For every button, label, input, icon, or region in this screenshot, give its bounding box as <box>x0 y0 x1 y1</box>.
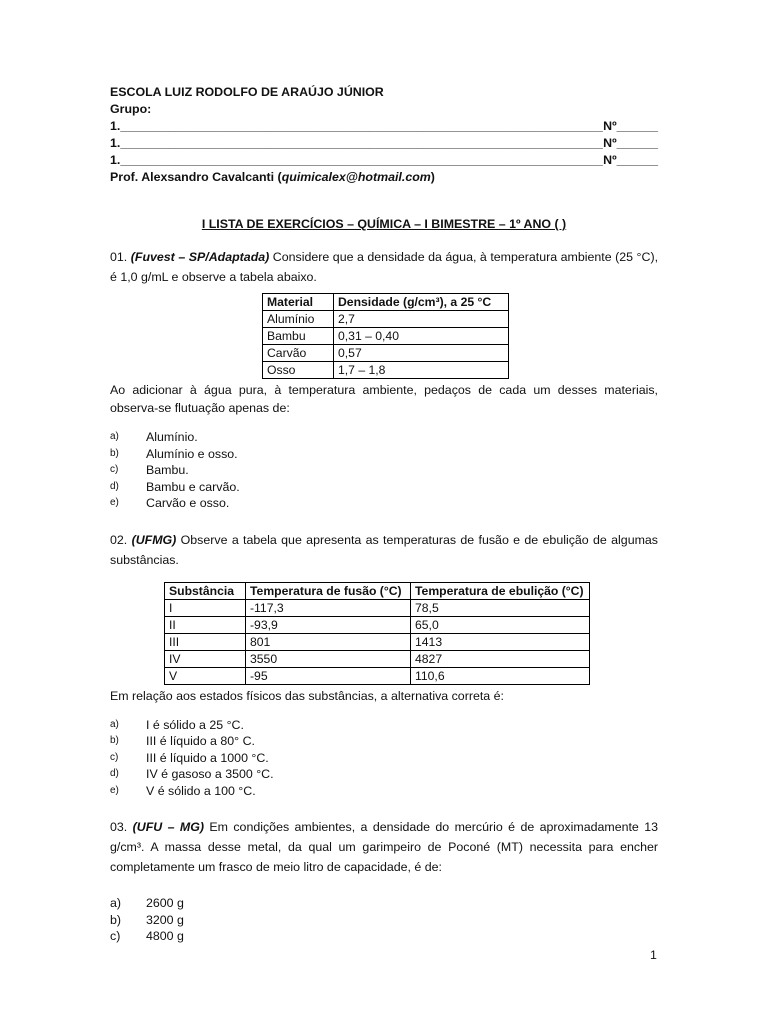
option-item[interactable] <box>110 495 658 512</box>
option-item[interactable] <box>110 733 658 750</box>
option-letter: a) <box>110 896 122 910</box>
option-text: Bambu. <box>146 463 189 477</box>
option-text: Bambu e carvão. <box>146 479 240 494</box>
table-cell: 801 <box>246 633 411 650</box>
table-header-row <box>165 582 590 599</box>
option-text: III é líquido a 80° C. <box>146 734 255 748</box>
table-header-cell: Material <box>263 294 334 311</box>
option-letter: b) <box>110 735 119 746</box>
question-number: 02. <box>110 532 132 547</box>
table-cell: 1413 <box>411 633 590 650</box>
question-1 <box>110 247 658 287</box>
option-text: Carvão e osso. <box>146 496 230 510</box>
option-letter: c) <box>110 751 119 763</box>
option-letter: b) <box>110 447 119 459</box>
school-name: ESCOLA LUIZ RODOLFO DE ARAÚJO JÚNIOR <box>110 85 384 99</box>
professor-close: ) <box>430 170 435 184</box>
question-3 <box>110 817 658 877</box>
table-row <box>165 616 590 633</box>
question-number: 03. <box>110 820 133 834</box>
table-cell: Bambu <box>263 328 334 345</box>
page-number: 1 <box>650 948 657 962</box>
table-header-cell: Substância <box>165 582 246 599</box>
option-text: 3200 g <box>146 912 184 927</box>
table-cell: Carvão <box>263 345 334 362</box>
table-cell: 0,57 <box>334 345 509 362</box>
options-list <box>110 717 658 800</box>
table-cell: 110,6 <box>411 667 590 684</box>
option-text: Alumínio e osso. <box>146 446 238 461</box>
option-text: III é líquido a 1000 °C. <box>146 750 269 765</box>
density-table <box>262 293 509 379</box>
option-text: IV é gasoso a 3500 °C. <box>146 767 274 781</box>
question-number: 01. <box>110 250 131 264</box>
member-line <box>110 135 658 152</box>
table-row <box>263 328 509 345</box>
table-cell: 78,5 <box>411 599 590 616</box>
member-prefix: 1. <box>110 136 121 150</box>
member-name-blank: ______________________________________________________________________ <box>120 136 603 150</box>
table-cell: I <box>165 599 246 616</box>
member-name-blank: ______________________________________________________________________ <box>120 119 603 133</box>
option-text: I é sólido a 25 °C. <box>146 717 244 732</box>
member-prefix: 1. <box>110 119 121 133</box>
option-item[interactable] <box>110 429 658 446</box>
option-item[interactable] <box>110 717 658 734</box>
table-row <box>165 599 590 616</box>
table-cell: Alumínio <box>263 311 334 328</box>
temperature-table <box>164 582 590 685</box>
table-header-cell: Temperatura de fusão (°C) <box>246 582 411 599</box>
option-text: 2600 g <box>146 896 184 910</box>
table-header-row <box>263 294 509 311</box>
option-item[interactable] <box>110 895 658 912</box>
question-text: Observe a tabela que apresenta as temperaturas de fusão e de ebulição de algumas substâncias. <box>110 532 658 567</box>
option-letter: c) <box>110 929 121 943</box>
question-2 <box>110 530 658 570</box>
table-cell: 4827 <box>411 650 590 667</box>
table-cell: II <box>165 616 246 633</box>
professor-line <box>110 169 658 186</box>
option-item[interactable] <box>110 783 658 800</box>
table-header-cell: Temperatura de ebulição (°C) <box>411 582 590 599</box>
table-cell: V <box>165 667 246 684</box>
table-cell: IV <box>165 650 246 667</box>
member-number-blank: Nº______ <box>603 119 658 133</box>
option-letter: e) <box>110 784 119 796</box>
option-letter: d) <box>110 480 119 492</box>
table-cell: 0,31 – 0,40 <box>334 328 509 345</box>
option-item[interactable] <box>110 750 658 767</box>
member-name-blank: ______________________________________________________________________ <box>120 153 603 167</box>
table-row <box>263 362 509 379</box>
question-text: Considere que a densidade da água, à temperatura ambiente (25 °C), é 1,0 g/mL e observe a tabela abaixo. <box>110 250 659 284</box>
option-item[interactable] <box>110 912 658 929</box>
question-source: (UFMG) <box>131 532 177 547</box>
option-letter: b) <box>110 912 122 927</box>
table-cell: Osso <box>263 362 334 379</box>
member-prefix: 1. <box>110 153 121 167</box>
professor-name: Prof. Alexsandro Cavalcanti ( <box>110 170 282 184</box>
option-item[interactable] <box>110 462 658 479</box>
table-cell: III <box>165 633 246 650</box>
option-item[interactable] <box>110 766 658 783</box>
option-letter: d) <box>110 768 119 779</box>
option-text: 4800 g <box>146 929 184 943</box>
table-row <box>263 311 509 328</box>
options-list <box>110 895 658 945</box>
table-cell: 65,0 <box>411 616 590 633</box>
header-block <box>110 84 658 186</box>
table-row <box>165 650 590 667</box>
option-letter: c) <box>110 464 119 475</box>
table-header-cell: Densidade (g/cm³), a 25 °C <box>334 294 509 311</box>
question-text: Em condições ambientes, a densidade do mercúrio é de aproximadamente 13 g/cm³. A massa desse metal, da qual um garimpeiro de Poconé (MT) necessita para encher completamente um frasco de meio litro de capacidade, é de: <box>110 820 658 874</box>
table-row <box>165 667 590 684</box>
member-line <box>110 118 658 135</box>
option-letter: a) <box>110 718 119 730</box>
option-item[interactable] <box>110 446 658 463</box>
group-label: Grupo: <box>110 102 152 116</box>
table-cell: 3550 <box>246 650 411 667</box>
table-cell: 2,7 <box>334 311 509 328</box>
table-row <box>263 345 509 362</box>
options-list <box>110 429 658 512</box>
member-number-blank: Nº______ <box>603 153 658 167</box>
table-row <box>165 633 590 650</box>
table-cell: 1,7 – 1,8 <box>334 362 509 379</box>
option-item[interactable] <box>110 479 658 496</box>
document-page <box>110 84 658 945</box>
table-cell: -93,9 <box>246 616 411 633</box>
option-item[interactable] <box>110 928 658 945</box>
table-cell: -117,3 <box>246 599 411 616</box>
professor-email: quimicalex@hotmail.com <box>281 170 431 184</box>
table-cell: -95 <box>246 667 411 684</box>
member-line <box>110 152 658 169</box>
option-letter: a) <box>110 431 119 442</box>
question-source: (UFU – MG) <box>132 820 204 834</box>
question-prompt: Ao adicionar à água pura, à temperatura ambiente, pedaços de cada um desses materiais, observa-se flutuação apenas de: <box>110 383 658 415</box>
question-source: (Fuvest – SP/Adaptada) <box>130 250 270 264</box>
option-letter: e) <box>110 497 119 508</box>
member-number-blank: Nº______ <box>603 136 658 150</box>
option-text: Alumínio. <box>146 430 198 444</box>
option-text: V é sólido a 100 °C. <box>146 783 256 798</box>
page-title: I LISTA DE EXERCÍCIOS – QUÍMICA – I BIMESTRE – 1º ANO ( ) <box>201 217 567 231</box>
question-prompt: Em relação aos estados físicos das substâncias, a alternativa correta é: <box>110 688 504 703</box>
